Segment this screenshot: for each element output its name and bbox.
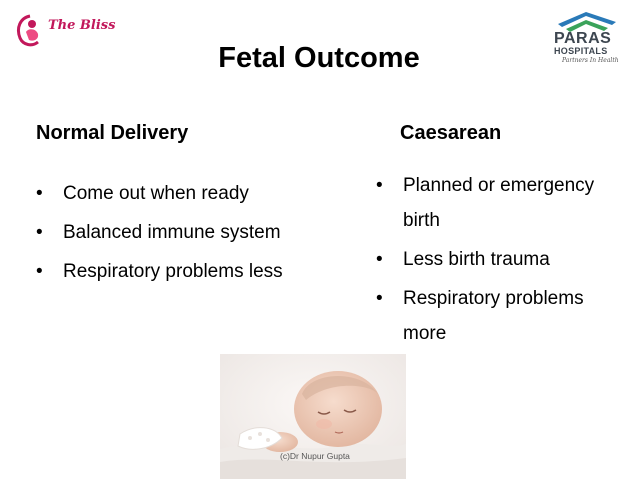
paras-wordmark: PARAS — [554, 30, 612, 47]
paras-subtitle: HOSPITALS — [554, 46, 608, 56]
caesarean-list — [376, 168, 626, 355]
bullet-icon: • — [36, 261, 43, 282]
caesarean-heading: Caesarean — [400, 122, 502, 144]
list-item — [376, 242, 626, 277]
list-item-text: Planned or emergency birth — [403, 175, 595, 231]
bullet-icon: • — [376, 249, 383, 270]
list-item — [36, 215, 306, 250]
paras-tagline: Partners In Health — [562, 57, 619, 64]
normal-delivery-list — [36, 176, 306, 293]
bullet-icon: • — [36, 183, 43, 204]
list-item — [36, 176, 306, 211]
list-item-text: Balanced immune system — [63, 222, 281, 243]
list-item — [376, 168, 626, 238]
bullet-icon: • — [376, 288, 383, 309]
bliss-wordmark: The Bliss — [48, 18, 116, 33]
list-item-text: Less birth trauma — [403, 249, 550, 270]
list-item-text: Come out when ready — [63, 183, 249, 204]
list-item — [36, 254, 306, 289]
normal-delivery-heading: Normal Delivery — [36, 122, 189, 144]
paras-roof-icon — [556, 10, 618, 32]
photo-credit: (c)Dr Nupur Gupta — [280, 451, 350, 461]
slide-title: Fetal Outcome — [218, 42, 420, 74]
list-item-text: Respiratory problems less — [63, 261, 283, 282]
bullet-icon: • — [376, 175, 383, 196]
list-item-text: Respiratory problems more — [403, 288, 584, 344]
bullet-icon: • — [36, 222, 43, 243]
list-item — [376, 281, 626, 351]
